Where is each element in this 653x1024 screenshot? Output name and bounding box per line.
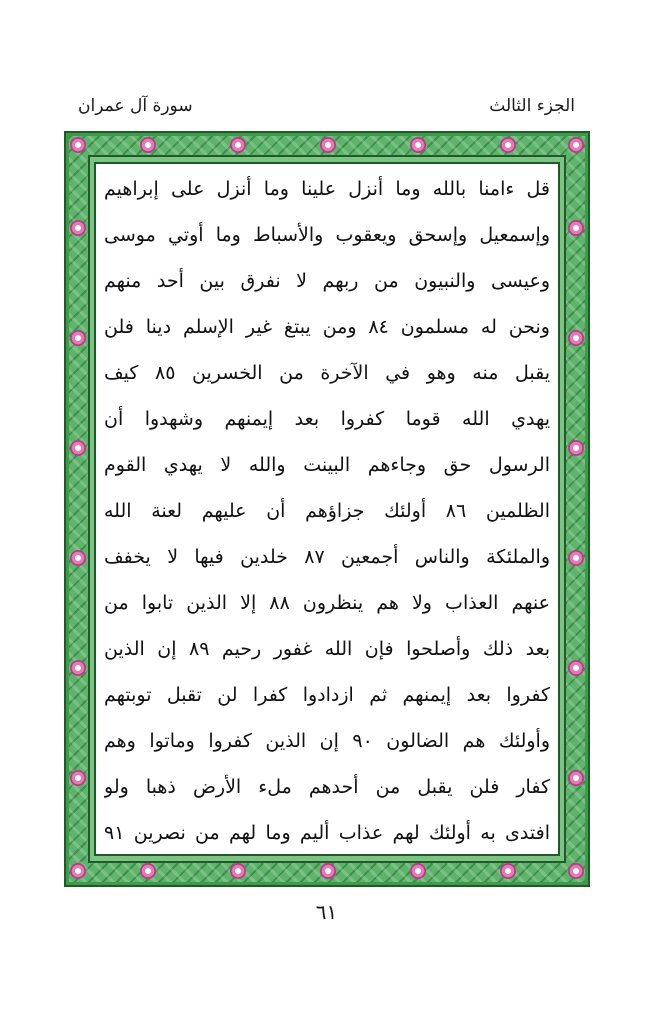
flower-ornament bbox=[320, 863, 336, 879]
flower-ornament bbox=[70, 550, 86, 566]
verse-line: والملئكة والناس أجمعين ٨٧ خلدين فيها لا يخفف bbox=[104, 546, 550, 568]
flower-ornament bbox=[568, 440, 584, 456]
flower-ornament bbox=[568, 660, 584, 676]
surah-title: سورة آل عمران bbox=[78, 96, 193, 116]
juz-title: الجزء الثالث bbox=[489, 96, 575, 116]
flower-ornament bbox=[568, 863, 584, 879]
verse-line: ونحن له مسلمون ٨٤ ومن يبتغ غير الإسلم دينا فلن bbox=[104, 316, 550, 338]
flower-ornament bbox=[70, 770, 86, 786]
flower-ornament bbox=[568, 550, 584, 566]
flower-ornament bbox=[568, 770, 584, 786]
verse-line: الرسول حق وجاءهم البينت والله لا يهدي القوم bbox=[104, 454, 550, 476]
flower-ornament bbox=[70, 863, 86, 879]
flower-ornament bbox=[70, 660, 86, 676]
flower-ornament bbox=[70, 440, 86, 456]
verse-line: الظلمين ٨٦ أولئك جزاؤهم أن عليهم لعنة الله bbox=[104, 500, 550, 522]
flower-ornament bbox=[500, 137, 516, 153]
page-number: ٦١ bbox=[315, 900, 338, 924]
verse-line: افتدى به أولئك لهم عذاب أليم وما لهم من نصرين ٩١ bbox=[104, 822, 550, 844]
flower-ornament bbox=[70, 220, 86, 236]
flower-ornament bbox=[70, 137, 86, 153]
verse-line: يهدي الله قوما كفروا بعد إيمنهم وشهدوا أن bbox=[104, 408, 550, 430]
verse-line: كفروا بعد إيمنهم ثم ازدادوا كفرا لن تقبل توبتهم bbox=[104, 684, 550, 706]
verse-line: يقبل منه وهو في الآخرة من الخسرين ٨٥ كيف bbox=[104, 362, 550, 384]
verse-line: وعيسى والنبيون من ربهم لا نفرق بين أحد منهم bbox=[104, 270, 550, 292]
flower-ornament bbox=[140, 863, 156, 879]
verse-line: وإسمعيل وإسحق ويعقوب والأسباط وما أوتي موسى bbox=[104, 224, 550, 246]
flower-ornament bbox=[500, 863, 516, 879]
flower-ornament bbox=[568, 220, 584, 236]
verse-line: عنهم العذاب ولا هم ينظرون ٨٨ إلا الذين تابوا من bbox=[104, 592, 550, 614]
page-header bbox=[0, 96, 653, 128]
flower-ornament bbox=[230, 863, 246, 879]
flower-ornament bbox=[230, 137, 246, 153]
verse-line: قل ءامنا بالله وما أنزل علينا وما أنزل على إبراهيم bbox=[104, 178, 550, 200]
flower-ornament bbox=[410, 137, 426, 153]
flower-ornament bbox=[568, 137, 584, 153]
flower-ornament bbox=[320, 137, 336, 153]
flower-ornament bbox=[140, 137, 156, 153]
flower-ornament bbox=[410, 863, 426, 879]
flower-ornament bbox=[70, 330, 86, 346]
verse-line: وأولئك هم الضالون ٩٠ إن الذين كفروا وماتوا وهم bbox=[104, 730, 550, 752]
flower-ornament bbox=[568, 330, 584, 346]
verse-line: بعد ذلك وأصلحوا فإن الله غفور رحيم ٨٩ إن الذين bbox=[104, 638, 550, 660]
verse-line: كفار فلن يقبل من أحدهم ملء الأرض ذهبا ولو bbox=[104, 776, 550, 798]
